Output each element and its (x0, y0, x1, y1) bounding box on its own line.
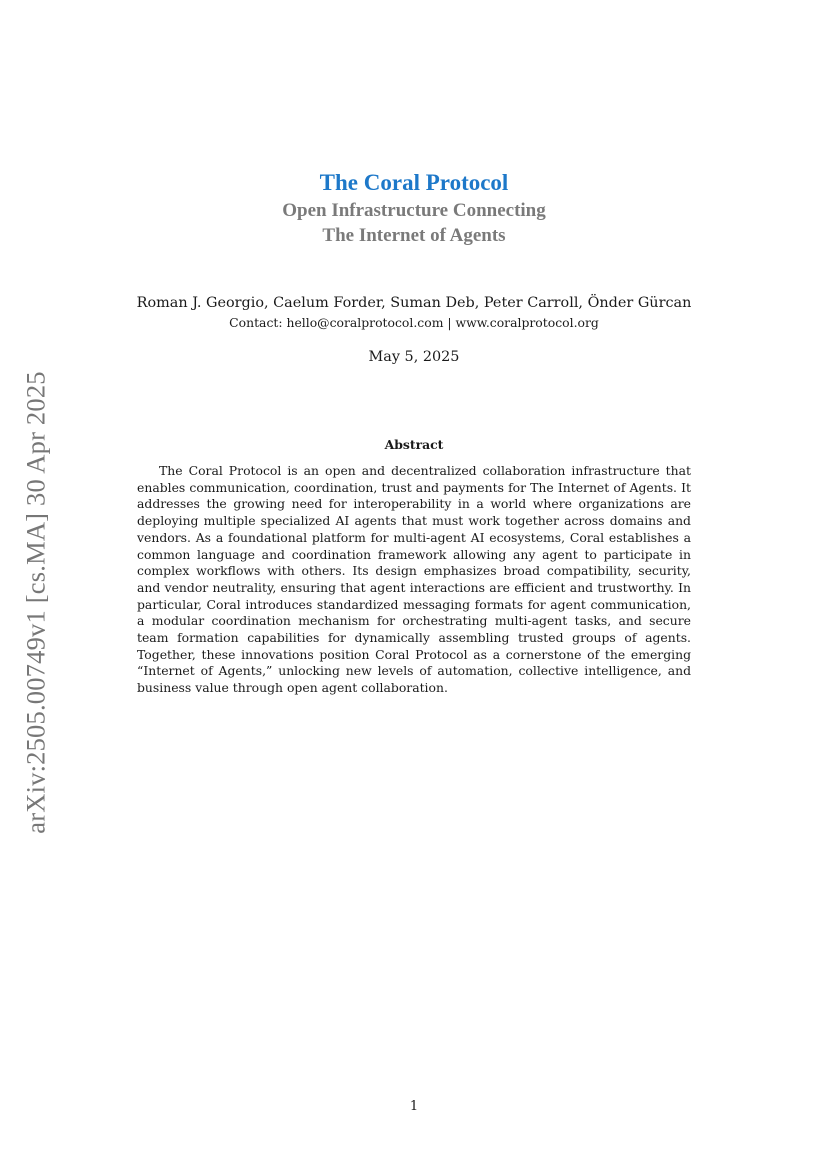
arxiv-identifier-stamp (10, 357, 62, 847)
arxiv-identifier-text: arXiv:2505.00749v1 [cs.MA] 30 Apr 2025 (20, 370, 51, 834)
contact-line: Contact: hello@coralprotocol.com | www.coralprotocol.org (229, 315, 599, 330)
abstract-body: The Coral Protocol is an open and decentralized collaboration infrastructure that enables communication, coordination, trust and payments for The Internet of Agents. It addresses the growing need for interoperability in a world where organizations are deploying multiple specialized AI agents that must work together across domains and vendors. As a foundational platform for multi-agent AI ecosystems, Coral establishes a common language and coordination framework allowing any agent to participate in complex workflows with others. Its design emphasizes broad compatibility, security, and vendor neutrality, ensuring that agent interactions are efficient and trustworthy. In particular, Coral introduces standardized messaging formats for agent communication, a modular coordination mechanism for orchestrating multi-agent tasks, and secure team formation capabilities for dynamically assembling trusted groups of agents. Together, these innovations position Coral Protocol as a cornerstone of the emerging “Internet of Agents,” unlocking new levels of automation, collective intelligence, and business value through open agent collaboration. (137, 463, 691, 696)
paper-subtitle-line-1: Open Infrastructure Connecting (282, 200, 546, 221)
page-number: 1 (409, 1099, 419, 1114)
paper-subtitle-line-2: The Internet of Agents (322, 225, 506, 246)
abstract-heading: Abstract (384, 437, 444, 452)
paper-title: The Coral Protocol (319, 170, 509, 195)
author-list: Roman J. Georgio, Caelum Forder, Suman Deb, Peter Carroll, Önder Gürcan (136, 295, 692, 311)
publication-date: May 5, 2025 (368, 349, 460, 365)
